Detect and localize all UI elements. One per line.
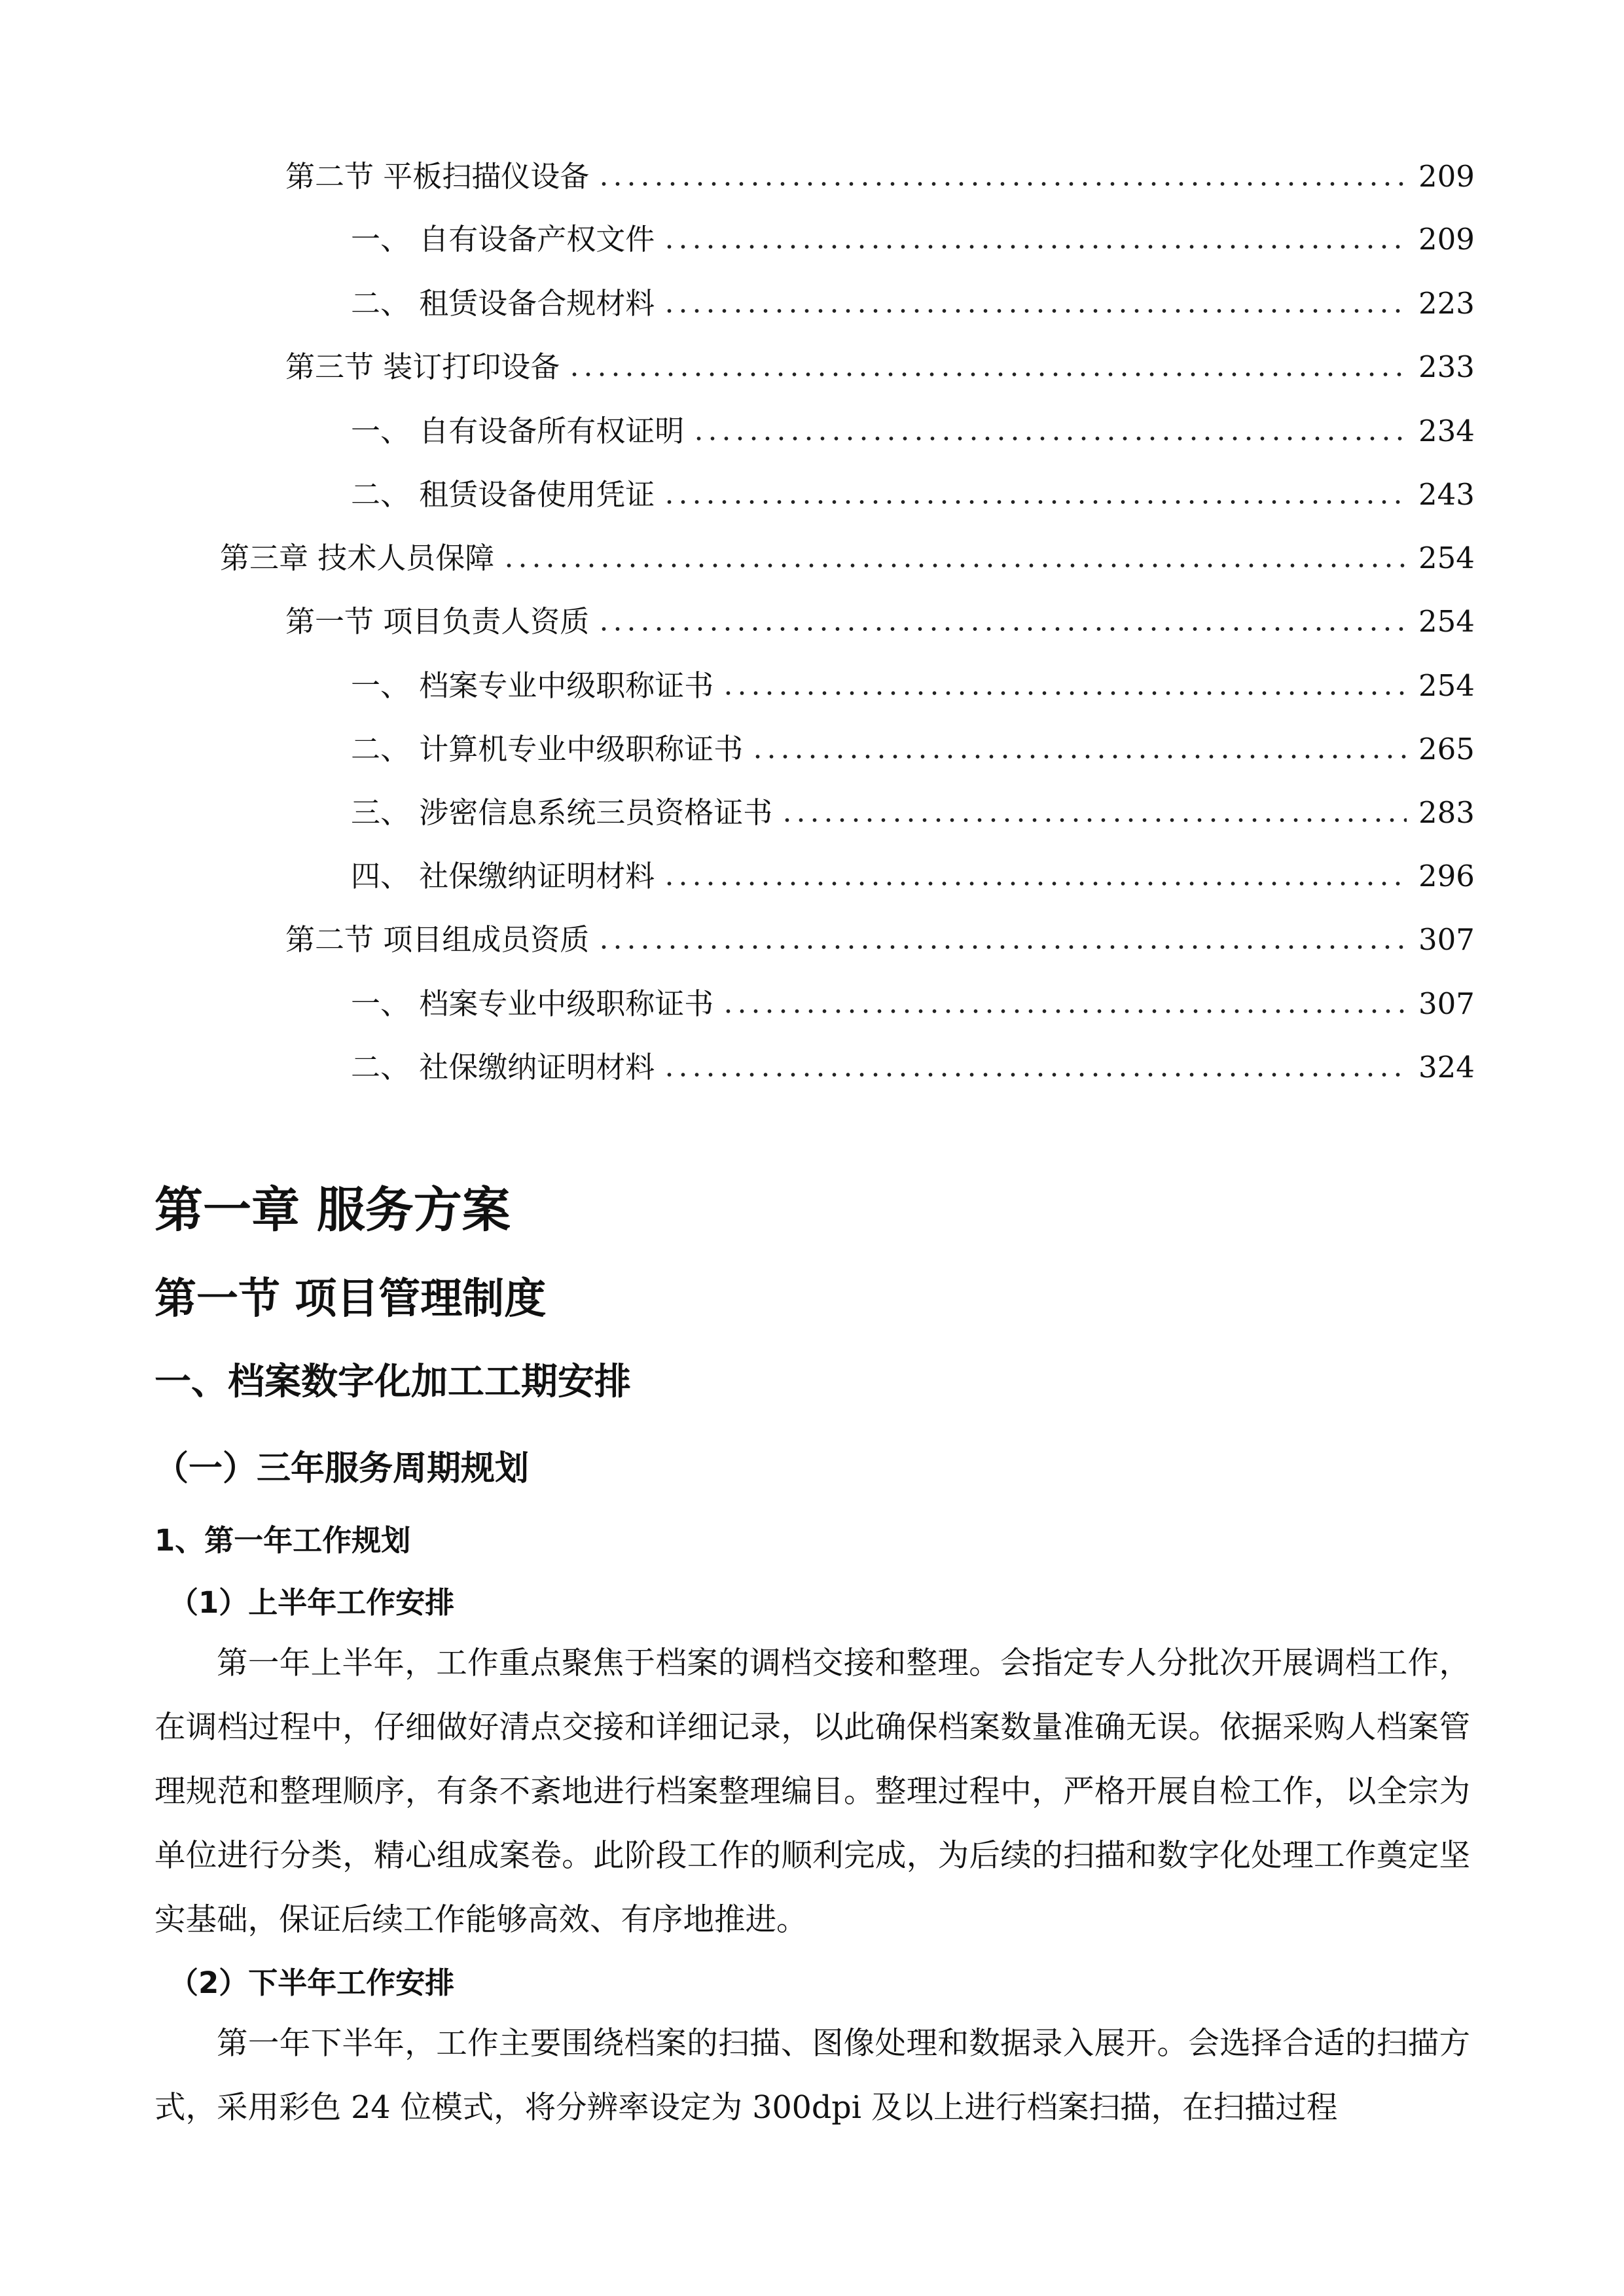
toc-entry-page: 254 (1418, 541, 1475, 575)
toc-leader-dots (662, 499, 1407, 505)
toc-leader-dots (597, 181, 1407, 187)
body-paragraph-2: 第一年下半年，工作主要围绕档案的扫描、图像处理和数据录入展开。会选择合适的扫描方式，采用彩色 24 位模式，将分辨率设定为 300dpi 及以上进行档案扫描，在扫描过程 (154, 2026, 1470, 2126)
toc-entry[interactable] (351, 219, 1475, 260)
toc-entry-page: 234 (1418, 414, 1475, 448)
toc-entry[interactable] (351, 283, 1475, 325)
toc-leader-dots (662, 880, 1407, 887)
toc-leader-dots (662, 243, 1407, 250)
toc-entry[interactable] (285, 346, 1475, 388)
toc-entry-title: 第三章 技术人员保障 (220, 541, 495, 575)
toc-leader-dots (751, 753, 1407, 760)
toc-leader-dots (662, 308, 1407, 314)
toc-entry[interactable] (351, 474, 1475, 516)
toc-entry-title: 第一节 项目负责人资质 (285, 604, 590, 639)
toc-leader-dots (721, 1008, 1407, 1014)
toc-leader-dots (662, 1071, 1407, 1078)
toc-entry[interactable] (220, 537, 1475, 579)
toc-entry-title: 第二节 项目组成员资质 (285, 922, 590, 957)
body-paragraph-1: 第一年上半年，工作重点聚焦于档案的调档交接和整理。会指定专人分批次开展调档工作，在调档过程中，仔细做好清点交接和详细记录，以此确保档案数量准确无误。依据采购人档案管理规范和整理顺序，有条不紊地进行档案整理编目。整理过程中，严格开展自检工作，以全宗为单位进行分类，精心组成案卷。此阶段工作的顺利完成，为后续的扫描和数字化处理工作奠定坚实基础，保证后续工作能够高效、有序地推进。 (154, 1645, 1470, 1938)
toc-entry-page: 265 (1418, 732, 1475, 766)
toc-entry-title: 三、 涉密信息系统三员资格证书 (351, 795, 773, 830)
toc-entry[interactable] (351, 855, 1475, 897)
toc-entry-title: 一、 档案专业中级职称证书 (351, 668, 714, 703)
toc-entry-title: 二、 租赁设备合规材料 (351, 286, 655, 321)
toc-entry-title: 第三节 装订打印设备 (285, 350, 560, 384)
toc-entry-page: 209 (1418, 222, 1475, 257)
toc-entry-title: 二、 租赁设备使用凭证 (351, 477, 655, 512)
toc-entry-page: 307 (1418, 922, 1475, 957)
toc-entry-page: 307 (1418, 986, 1475, 1021)
toc-leader-dots (721, 690, 1407, 696)
toc-leader-dots (780, 817, 1407, 823)
item-heading: 1、第一年工作规划 (154, 1523, 411, 1558)
toc-entry-title: 第二节 平板扫描仪设备 (285, 159, 590, 194)
toc-entry[interactable] (285, 601, 1475, 643)
toc-entry-page: 254 (1418, 668, 1475, 703)
toc-entry-page: 254 (1418, 604, 1475, 639)
toc-leader-dots (568, 371, 1407, 378)
toc-leader-dots (502, 562, 1407, 569)
toc-entry[interactable] (351, 983, 1475, 1025)
chapter-heading: 第一章 服务方案 (154, 1182, 511, 1238)
toc-entry-page: 209 (1418, 159, 1475, 194)
sub-item-heading-2: （2）下半年工作安排 (169, 1965, 455, 2000)
toc-leader-dots (597, 944, 1407, 950)
toc-entry-title: 一、 自有设备产权文件 (351, 222, 655, 257)
toc-entry-title: 二、 社保缴纳证明材料 (351, 1050, 655, 1085)
toc-entry[interactable] (285, 919, 1475, 961)
toc-entry-page: 243 (1418, 477, 1475, 512)
toc-entry-title: 一、 自有设备所有权证明 (351, 414, 685, 448)
section-heading: 第一节 项目管理制度 (154, 1275, 547, 1323)
toc-entry-page: 283 (1418, 795, 1475, 830)
toc-entry[interactable] (351, 728, 1475, 770)
toc-entry-title: 二、 计算机专业中级职称证书 (351, 732, 744, 766)
subsubsection-heading: （一）三年服务周期规划 (154, 1449, 530, 1488)
toc-entry-title: 一、 档案专业中级职称证书 (351, 986, 714, 1021)
sub-item-heading-1: （1）上半年工作安排 (169, 1585, 455, 1620)
toc-leader-dots (597, 626, 1407, 632)
toc-entry[interactable] (285, 156, 1475, 198)
toc-entry[interactable] (351, 665, 1475, 707)
toc-entry[interactable] (351, 410, 1475, 452)
toc-entry-title: 四、 社保缴纳证明材料 (351, 859, 655, 893)
toc-entry-page: 233 (1418, 350, 1475, 384)
subsection-heading: 一、档案数字化加工工期安排 (154, 1361, 631, 1403)
toc-entry-page: 296 (1418, 859, 1475, 893)
toc-leader-dots (692, 435, 1407, 442)
toc-entry-page: 223 (1418, 286, 1475, 321)
toc-entry[interactable] (351, 1047, 1475, 1088)
toc-entry[interactable] (351, 792, 1475, 834)
toc-entry-page: 324 (1418, 1050, 1475, 1085)
